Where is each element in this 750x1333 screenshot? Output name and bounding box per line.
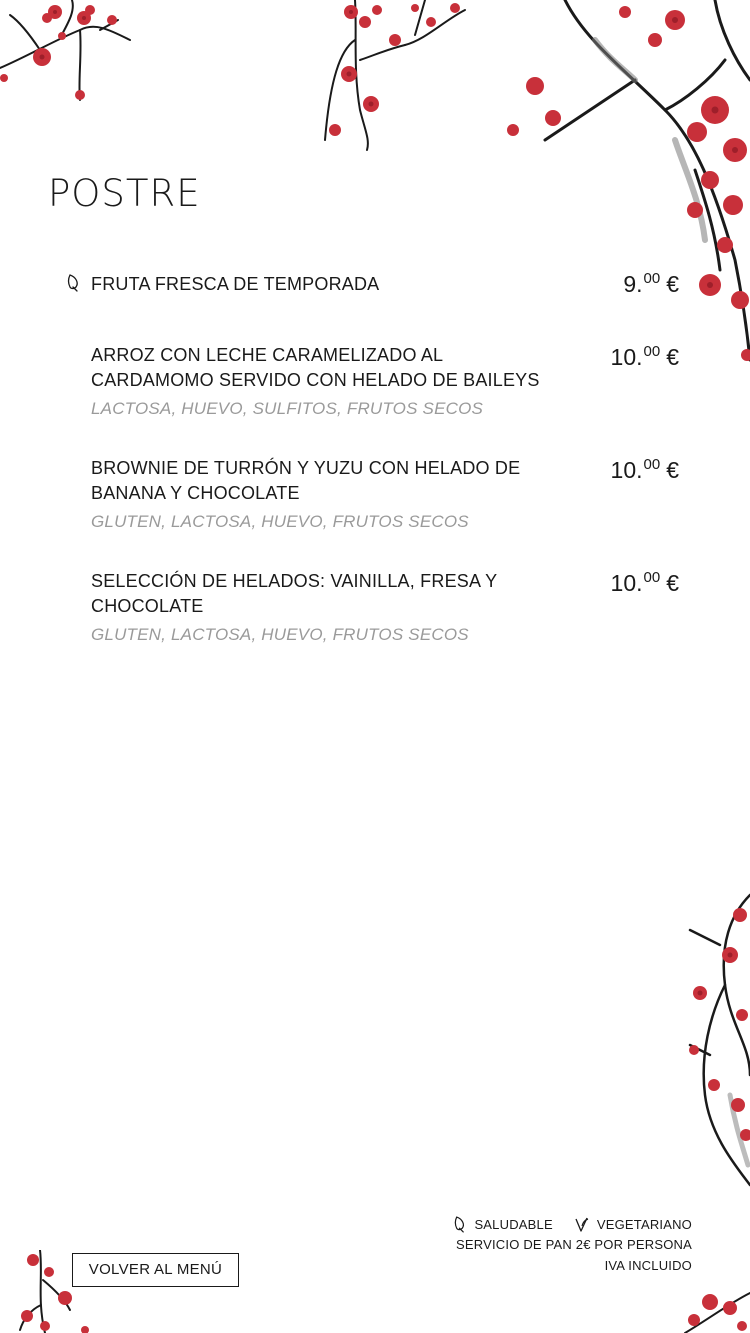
cherry-blossom-right-middle <box>680 875 750 1195</box>
price-integer: 9. <box>623 271 643 297</box>
price-currency: € <box>666 344 679 370</box>
item-allergens: GLUTEN, LACTOSA, HUEVO, FRUTOS SECOS <box>91 625 469 644</box>
leaf-icon <box>66 274 80 292</box>
item-name: FRUTA FRESCA DE TEMPORADA <box>91 274 380 294</box>
section-title: POSTRE <box>48 172 201 215</box>
legend-healthy-label: SALUDABLE <box>474 1216 553 1232</box>
legend <box>453 1214 692 1276</box>
item-price <box>611 343 679 371</box>
item-name: ARROZ CON LECHE CARAMELIZADO AL CARDAMOMO SERVIDO CON HELADO DE BAILEYS <box>91 345 540 390</box>
legend-vegetarian-label: VEGETARIANO <box>596 1216 692 1232</box>
item-price <box>611 569 679 597</box>
item-name: BROWNIE DE TURRÓN Y YUZU CON HELADO DE BANANA Y CHOCOLATE <box>91 458 521 503</box>
sprout-icon <box>575 1217 589 1232</box>
price-integer: 10. <box>610 570 643 596</box>
cherry-blossom-bottom-right <box>670 1288 750 1333</box>
price-currency: € <box>666 570 679 596</box>
price-decimals: 00 <box>643 343 661 360</box>
cherry-blossom-top-right <box>485 0 750 370</box>
cherry-blossom-top-left <box>0 0 140 110</box>
item-allergens: LACTOSA, HUEVO, SULFITOS, FRUTOS SECOS <box>91 399 484 418</box>
item-price <box>623 270 679 298</box>
price-integer: 10. <box>610 344 643 370</box>
price-integer: 10. <box>610 457 643 483</box>
legend-healthy <box>453 1216 552 1233</box>
item-price <box>611 456 679 484</box>
price-currency: € <box>666 457 679 483</box>
price-decimals: 00 <box>643 569 661 586</box>
price-decimals: 00 <box>643 270 661 287</box>
item-allergens: GLUTEN, LACTOSA, HUEVO, FRUTOS SECOS <box>91 512 469 531</box>
price-currency: € <box>666 271 679 297</box>
item-name: SELECCIÓN DE HELADOS: VAINILLA, FRESA Y CHOCOLATE <box>91 571 497 616</box>
legend-icons <box>453 1214 692 1234</box>
back-to-menu-button[interactable]: VOLVER AL MENÚ <box>72 1253 239 1287</box>
cherry-blossom-top-center <box>315 0 495 155</box>
price-decimals: 00 <box>643 456 661 473</box>
legend-vegetarian <box>575 1217 692 1232</box>
bread-service-note: SERVICIO DE PAN 2€ POR PERSONA <box>456 1237 692 1252</box>
leaf-icon <box>453 1216 466 1233</box>
tax-note: IVA INCLUIDO <box>604 1258 692 1273</box>
